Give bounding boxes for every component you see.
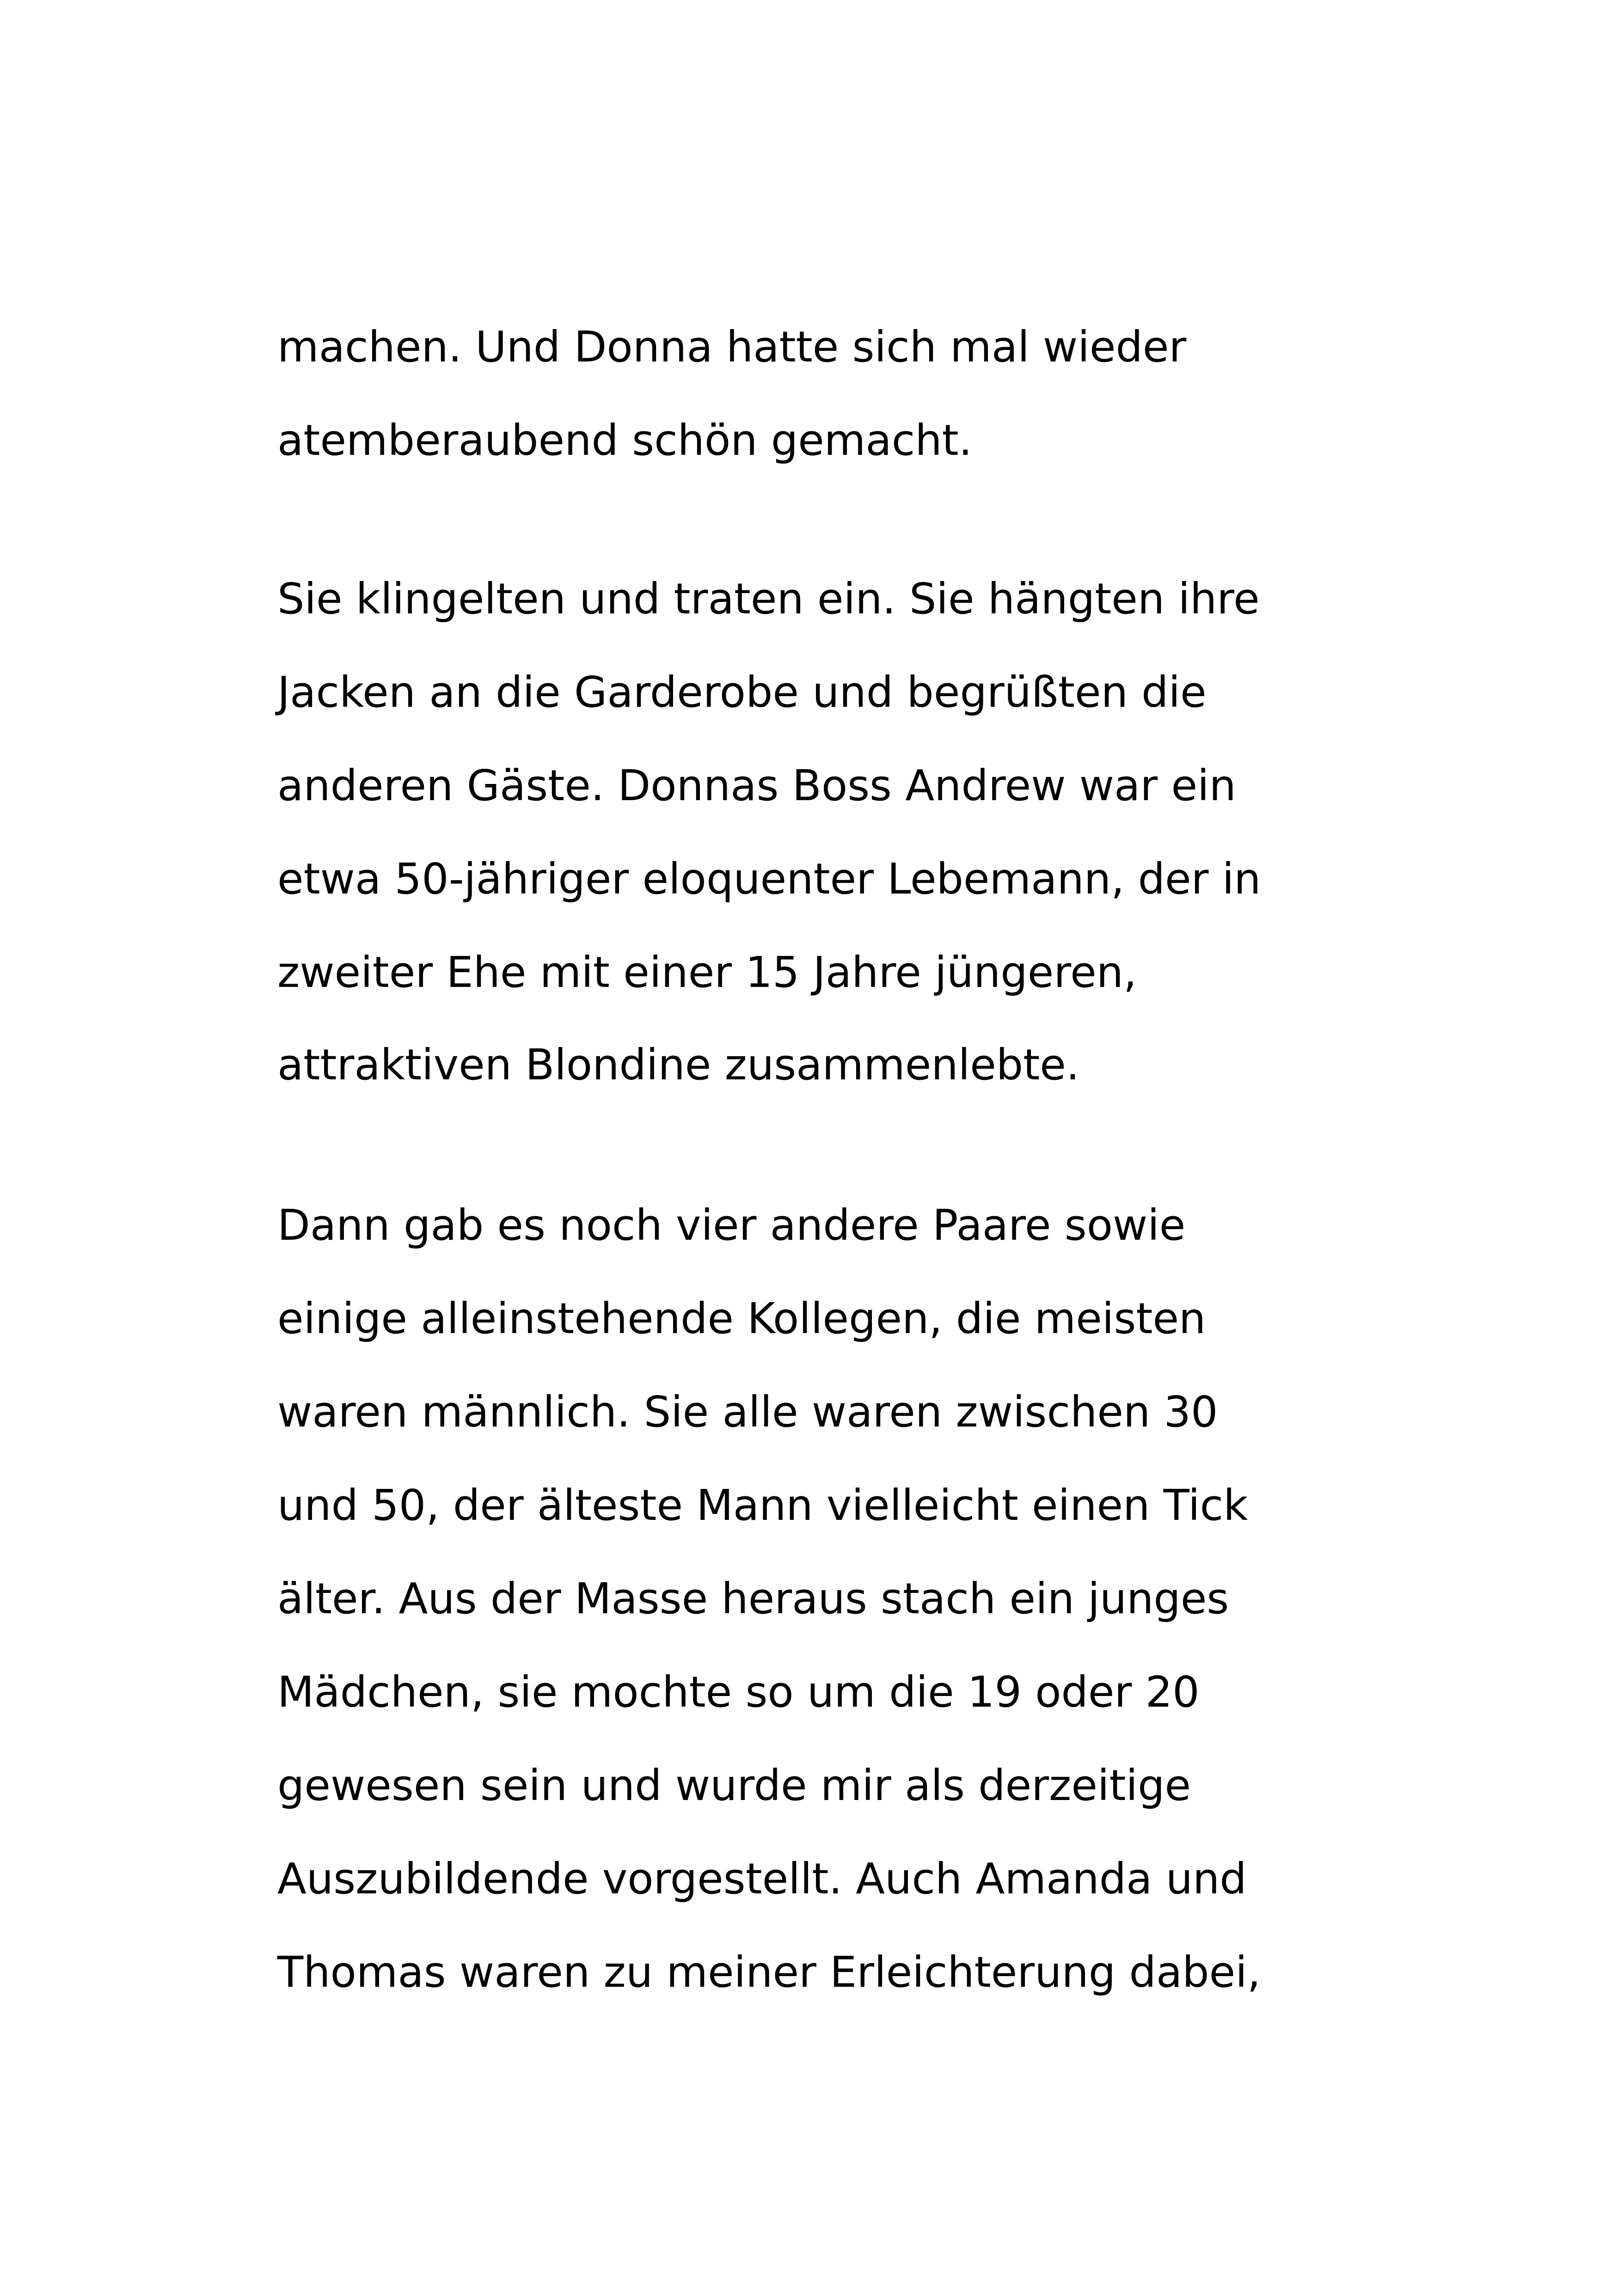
text-line: machen. Und Donna hatte sich mal wieder xyxy=(277,322,1187,372)
text-line: Jacken an die Garderobe und begrüßten die xyxy=(277,667,1207,717)
text-line: Thomas waren zu meiner Erleichterung dabei, xyxy=(277,1947,1261,1997)
text-line: attraktiven Blondine zusammenlebte. xyxy=(277,1040,1080,1090)
text-line: anderen Gäste. Donnas Boss Andrew war ein xyxy=(277,761,1236,810)
text-line: und 50, der älteste Mann vielleicht einen Tick xyxy=(277,1481,1248,1530)
text-line: einige alleinstehende Kollegen, die meisten xyxy=(277,1294,1206,1343)
text-line: etwa 50-jähriger eloquenter Lebemann, der in xyxy=(277,854,1261,904)
text-line: älter. Aus der Masse heraus stach ein junges xyxy=(277,1574,1229,1623)
text-line: gewesen sein und wurde mir als derzeitige xyxy=(277,1761,1191,1810)
text-line: Sie klingelten und traten ein. Sie hängten ihre xyxy=(277,574,1260,624)
text-line: waren männlich. Sie alle waren zwischen 30 xyxy=(277,1387,1218,1437)
text-line: Auszubildende vorgestellt. Auch Amanda und xyxy=(277,1854,1247,1904)
text-line: Dann gab es noch vier andere Paare sowie xyxy=(277,1200,1186,1250)
text-line: zweiter Ehe mit einer 15 Jahre jüngeren, xyxy=(277,948,1137,997)
text-line: atemberaubend schön gemacht. xyxy=(277,416,972,465)
text-line: Mädchen, sie mochte so um die 19 oder 20 xyxy=(277,1667,1200,1717)
